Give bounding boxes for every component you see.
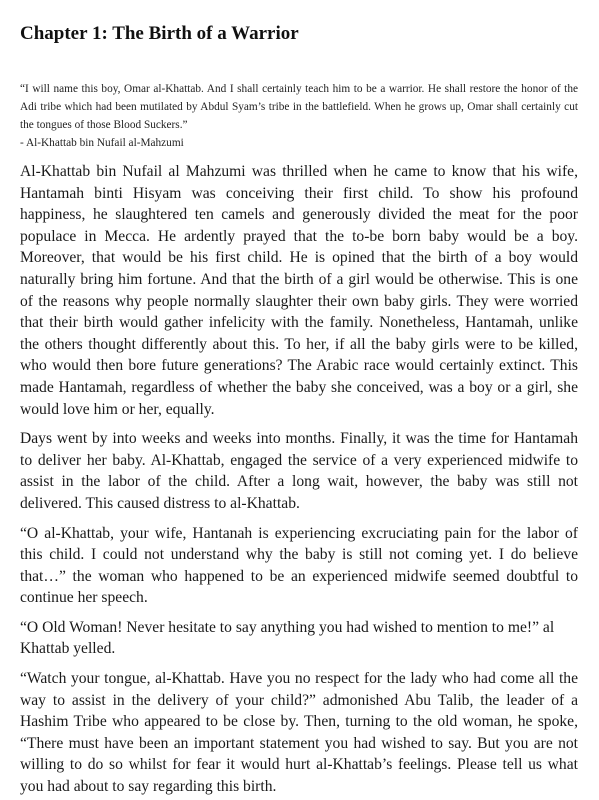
- paragraph-line: Khattab yelled.: [20, 640, 116, 658]
- epigraph-quote: “I will name this boy, Omar al-Khattab. And I shall certainly teach him to be a warrior. He shall restore the honor of the Adi tribe which had been mutilated by Abdul Syam’s tribe in the battlefield. When he grows up, Omar shall certainly cut the tongues of those Blood Suckers.”: [20, 83, 578, 131]
- paragraph-abu-talib: “Watch your tongue, al-Khattab. Have you no respect for the lady who had come all the way to assist in the delivery of your child?” admonished Abu Talib, the leader of a Hashim Tribe who appeared to be close by. Then, turning to the old woman, he spoke, “There must have been an important statement you had wished to say. But you are not willing to do so whilst for fear it would hurt al-Khattab’s feelings. Please tell us what you had about to say regarding this birth.: [20, 670, 578, 796]
- paragraph-labor-begins: Days went by into weeks and weeks into months. Finally, it was the time for Hantamah to deliver her baby. Al-Khattab, engaged the service of a very experienced midwife to assist in the labor of the child. After a long wait, however, the baby was still not delivered. This caused distress to al-Khattab.: [20, 430, 578, 512]
- paragraph-birth-announcement: Al-Khattab bin Nufail al Mahzumi was thrilled when he came to know that his wife, Hantamah binti Hisyam was conceiving their first child. To show his profound happiness, he slaughtered ten camels and generously divided the meat for the poor populace in Mecca. He ardently prayed that the to-be born baby would be a boy. Moreover, that would be his first child. He is opined that the birth of a boy would naturally bring him fortune. And that the birth of a girl would be otherwise. This is one of the reasons why people normally slaughter their own baby girls. They were worried that their birth would gather infelicity with the family. Nonetheless, Hantamah, unlike the others thought differently about this. To her, if all the baby girls were to be killed, who would then bore future generations? The Arabic race would certainly extinct. This made Hantamah, regardless of whether the baby she conceived, was a boy or a girl, she would love him or her, equally.: [20, 163, 578, 418]
- epigraph-attribution: - Al-Khattab bin Nufail al-Mahzumi: [20, 137, 184, 149]
- paragraph-line: “O Old Woman! Never hesitate to say anything you had wished to mention to me!” al: [20, 618, 555, 636]
- epigraph: [20, 80, 578, 152]
- paragraph-khattab-yells: [20, 617, 578, 660]
- chapter-title: Chapter 1: The Birth of a Warrior: [20, 23, 299, 44]
- paragraph-midwife-speech: “O al-Khattab, your wife, Hantanah is experiencing excruciating pain for the labor of this child. I could not understand why the baby is still not coming yet. I do believe that…” the woman who happened to be an experienced midwife seemed doubtful to continue her speech.: [20, 524, 578, 607]
